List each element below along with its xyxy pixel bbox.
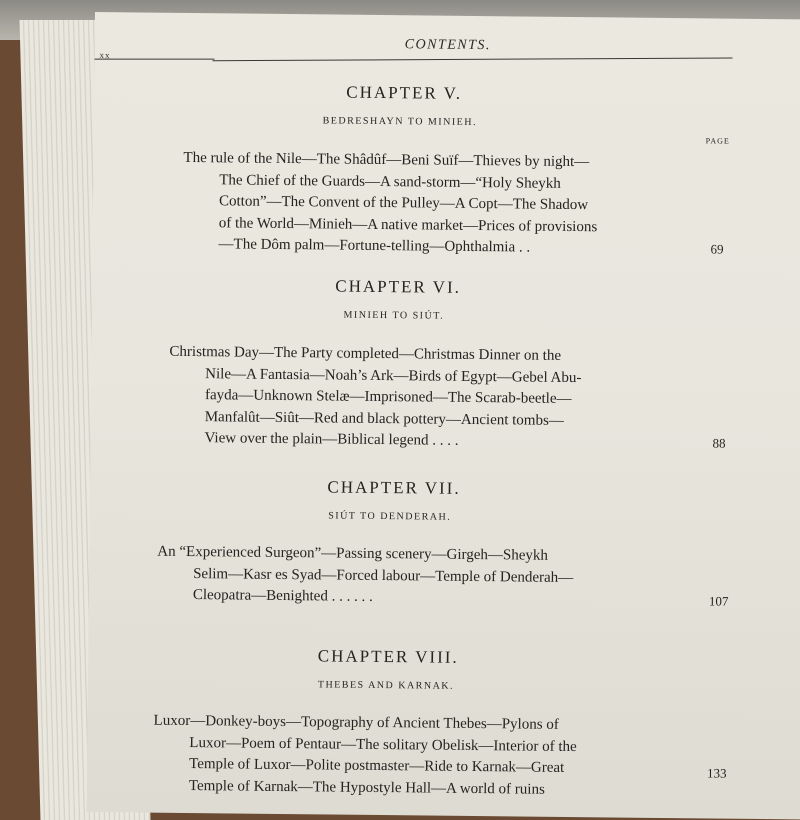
- summary-line: Luxor—Poem of Pentaur—The solitary Obelisk—Interior of the: [189, 734, 577, 755]
- header-rule-left: [95, 59, 215, 60]
- summary-line: Cleopatra—Benighted . . . . . .: [192, 587, 373, 605]
- page-number: 107: [708, 593, 729, 609]
- summary-line: The Chief of the Guards—A sand-storm—“Holy Sheykh: [219, 171, 561, 192]
- summary-line: Luxor—Donkey-boys—Topography of Ancient Thebes—Pylons of: [153, 712, 559, 733]
- book-page: [87, 12, 800, 819]
- chapter-title: CHAPTER V.: [346, 82, 463, 103]
- chapter-subtitle: BEDRESHAYN TO MINIEH.: [322, 115, 478, 129]
- chapter-entry: [90, 475, 730, 609]
- summary-line: The rule of the Nile—The Shâdûf—Beni Suïf—Thieves by night—: [183, 149, 590, 171]
- chapter-entry: [88, 644, 728, 798]
- chapter-title: CHAPTER VI.: [335, 276, 462, 297]
- chapter-summary: [153, 711, 577, 801]
- chapter-subtitle: THEBES AND KARNAK.: [317, 679, 455, 692]
- page-number: 88: [712, 435, 726, 451]
- summary-line: An “Experienced Surgeon”—Passing scenery—Girgeh—Sheykh: [157, 543, 549, 564]
- summary-line: Cotton”—The Convent of the Pulley—A Copt—The Shadow: [218, 193, 589, 214]
- chapter-summary: [157, 542, 574, 611]
- summary-line: fayda—Unknown Stelæ—Imprisoned—The Scarab-beetle—: [204, 387, 572, 408]
- page-number: 69: [710, 241, 724, 257]
- summary-line: Nile—A Fantasia—Noah’s Ark—Birds of Egypt—Gebel Abu-: [205, 365, 582, 386]
- chapter-subtitle: SIÚT TO DENDERAH.: [328, 510, 452, 523]
- page-title: CONTENTS.: [404, 37, 491, 54]
- page-column-label: PAGE: [705, 136, 730, 146]
- chapter-subtitle: MINIEH TO SIÚT.: [343, 309, 445, 322]
- page-number-roman: xx: [99, 50, 111, 61]
- running-head: [94, 30, 734, 67]
- summary-line: Manfalût—Siût—Red and black pottery—Ancient tombs—: [204, 408, 564, 429]
- chapter-summary: [168, 342, 581, 454]
- page-number: 133: [706, 765, 727, 781]
- chapter-title: CHAPTER VII.: [327, 477, 461, 498]
- summary-line: Temple of Luxor—Polite postmaster—Ride to Karnak—Great: [189, 756, 565, 776]
- chapter-summary: [182, 148, 598, 260]
- chapter-title: CHAPTER VIII.: [317, 646, 459, 667]
- chapter-entry: [92, 274, 732, 451]
- summary-line: Selim—Kasr es Syad—Forced labour—Temple of Denderah—: [193, 565, 574, 586]
- summary-line: Temple of Karnak—The Hypostyle Hall—A world of ruins: [188, 777, 545, 798]
- summary-line: —The Dôm palm—Fortune-telling—Ophthalmia . .: [218, 236, 531, 256]
- summary-line: View over the plain—Biblical legend . . . .: [204, 430, 459, 449]
- summary-line: Christmas Day—The Party completed—Christmas Dinner on the: [169, 343, 562, 364]
- summary-line: of the World—Minieh—A native market—Prices of provisions: [218, 214, 598, 235]
